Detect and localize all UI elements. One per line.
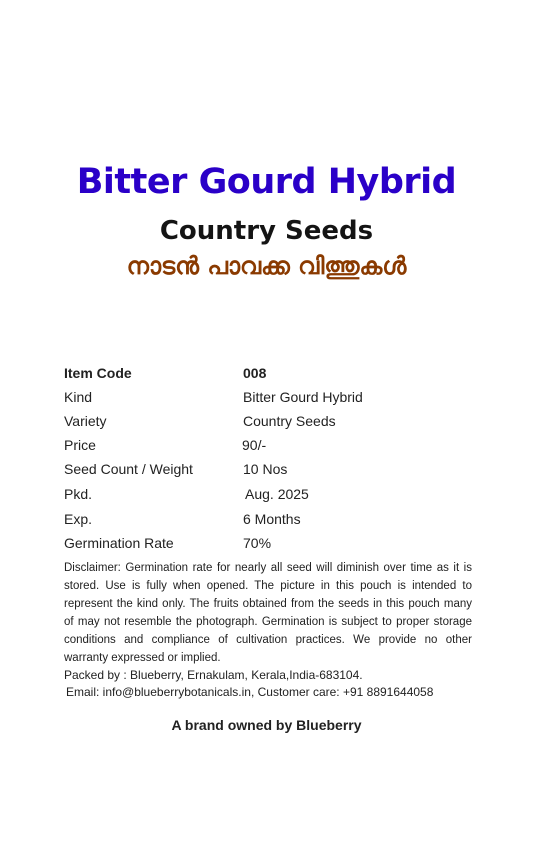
spec-value: 10 Nos <box>243 461 288 477</box>
spec-value: 008 <box>243 365 267 381</box>
spec-value: 70% <box>243 535 272 551</box>
spec-row-variety <box>64 413 484 437</box>
spec-row-germination-rate <box>64 535 484 559</box>
spec-row-price <box>64 437 484 461</box>
spec-label: Pkd. <box>64 486 93 502</box>
brand-text: A brand owned by Blueberry <box>171 717 362 733</box>
spec-label: Price <box>64 437 96 453</box>
product-title-malayalam: നാടൻ പാവക്ക വിത്തുകൾ <box>126 252 407 280</box>
spec-label: Germination Rate <box>64 535 174 551</box>
spec-row-seed-count <box>64 461 484 485</box>
spec-row-expiry <box>64 511 484 535</box>
spec-label: Exp. <box>64 511 93 527</box>
spec-row-packed-date <box>64 486 484 510</box>
spec-value: Aug. 2025 <box>245 486 309 502</box>
product-subtitle: Country Seeds <box>159 216 374 246</box>
disclaimer-text: Disclaimer: Germination rate for nearly all seed will diminish over time as it is stored. Use is fully when opened. The picture in this pouch is intended to represent the kind only. The fruits obtained from the seeds in this pouch many of may not resemble the photograph. Germination is subject to proper storage conditions and compliance of cultivation practices. We provide no other warranty expressed or implied. <box>64 562 472 664</box>
spec-value: 6 Months <box>243 511 301 527</box>
spec-value: Bitter Gourd Hybrid <box>243 389 363 405</box>
spec-value: 90/- <box>242 437 267 453</box>
spec-label: Kind <box>64 389 93 405</box>
spec-row-item-code <box>64 365 484 389</box>
spec-label: Variety <box>64 413 107 429</box>
spec-value: Country Seeds <box>243 413 336 429</box>
product-title: Bitter Gourd Hybrid <box>76 162 457 202</box>
packed-by-text: Packed by : Blueberry, Ernakulam, Kerala,India-683104. <box>64 668 363 682</box>
spec-row-kind <box>64 389 484 413</box>
spec-label: Seed Count / Weight <box>64 461 193 477</box>
contact-text: Email: info@blueberrybotanicals.in, Customer care: +91 8891644058 <box>66 685 434 699</box>
spec-label: Item Code <box>64 365 132 381</box>
